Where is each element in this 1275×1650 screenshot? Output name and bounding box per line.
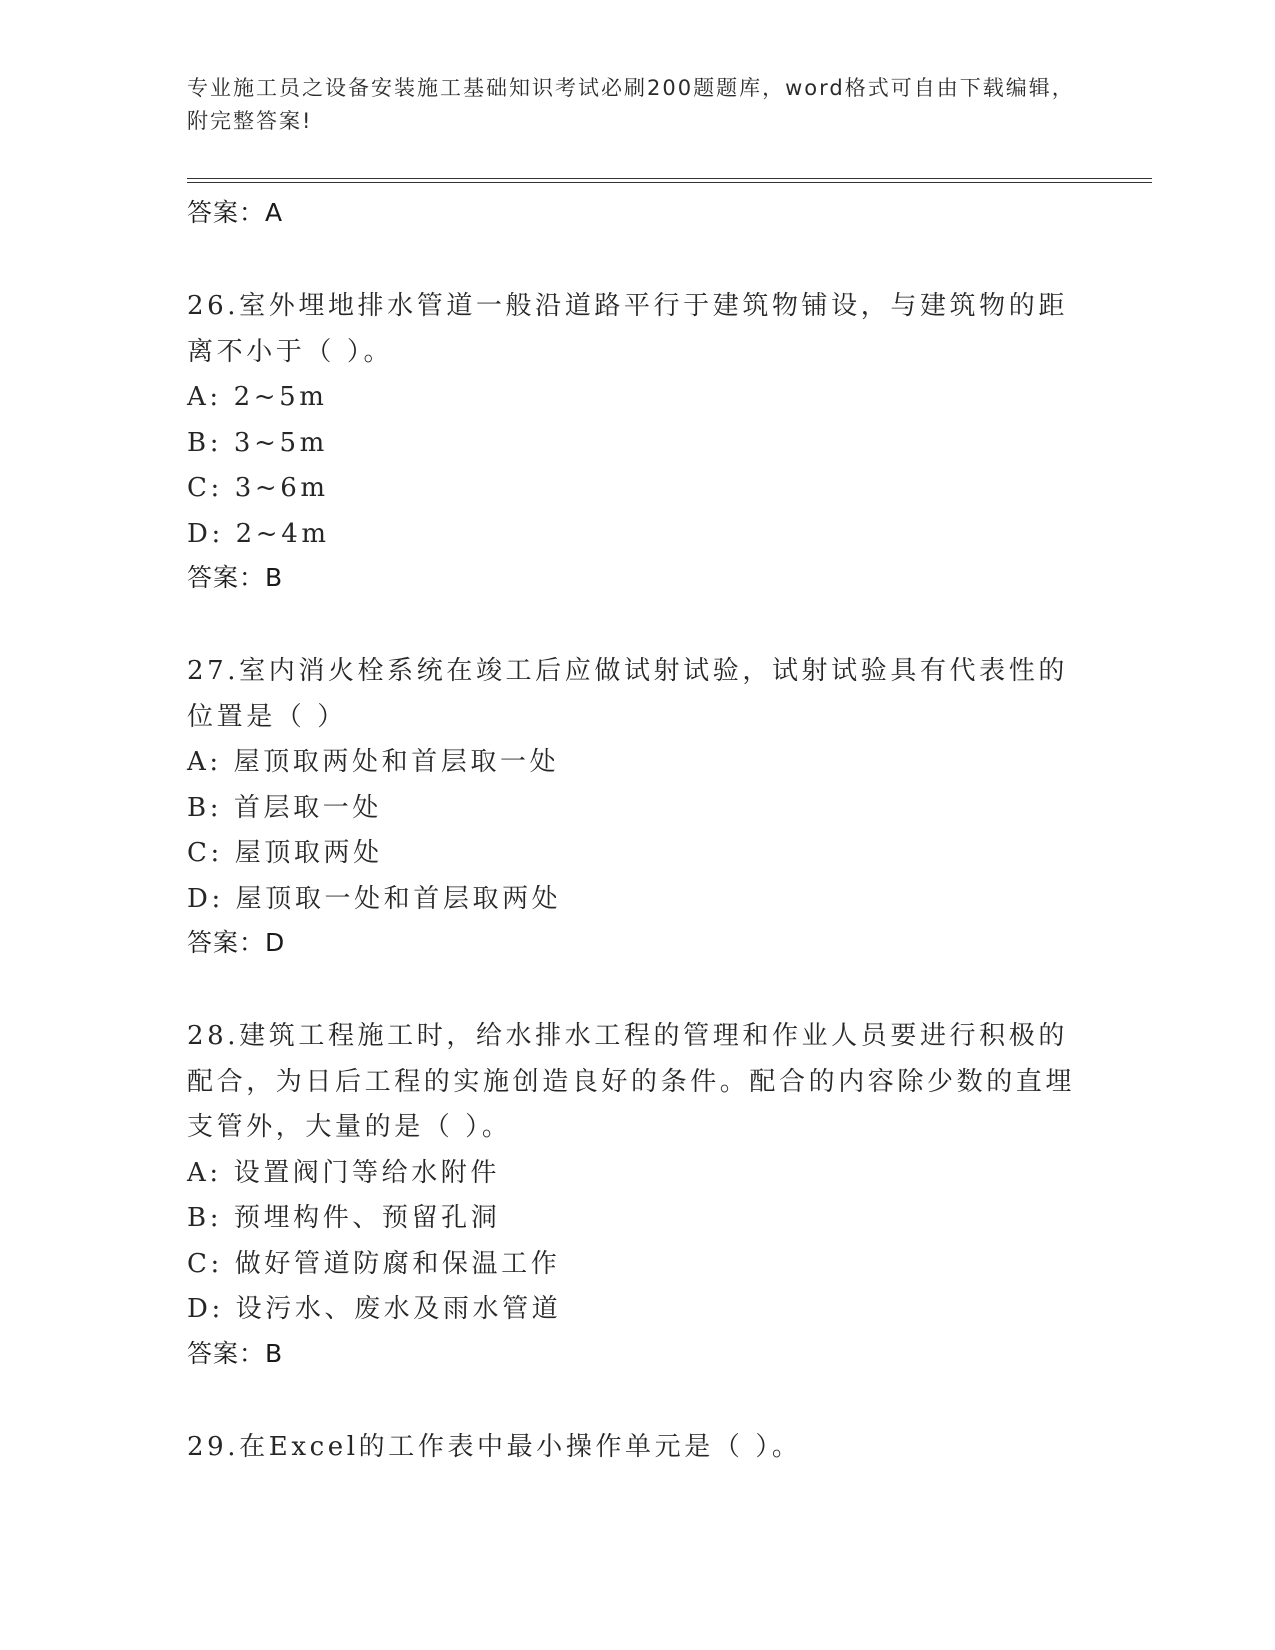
question-28 [187,1014,1087,1375]
option-d: D: 2~4m [187,518,330,549]
answer: 答案：B [187,563,284,592]
header-divider [187,178,1152,183]
question-stem: 26.室外埋地排水管道一般沿道路平行于建筑物铺设，与建筑物的距离不小于（ ）。 [187,291,1068,367]
question-26 [187,284,1087,599]
option-c: C: 做好管道防腐和保温工作 [187,1248,561,1279]
page-header [187,72,1087,138]
question-29 [187,1425,1087,1471]
previous-answer: 答案：A [187,198,284,227]
option-d: D: 设污水、废水及雨水管道 [187,1294,562,1324]
question-list [187,192,1087,1470]
question-stem: 28.建筑工程施工时，给水排水工程的管理和作业人员要进行积极的配合，为日后工程的实施创造良好的条件。配合的内容除少数的直埋支管外，大量的是（ ）。 [187,1021,1076,1142]
option-a: A: 2~5m [187,382,328,412]
option-b: B: 3~5m [187,427,328,458]
option-c: C: 屋顶取两处 [187,838,383,868]
question-27 [187,649,1087,964]
document-title: 专业施工员之设备安装施工基础知识考试必刷200题题库，word格式可自由下载编辑，附完整答案! [187,76,1075,133]
option-a: A: 屋顶取两处和首层取一处 [187,747,560,777]
option-a: A: 设置阀门等给水附件 [187,1157,501,1188]
option-c: C: 3~6m [187,473,329,503]
question-stem: 27.室内消火栓系统在竣工后应做试射试验，试射试验具有代表性的位置是（ ） [187,656,1068,732]
option-b: B: 首层取一处 [187,792,382,823]
option-d: D: 屋顶取一处和首层取两处 [187,883,562,914]
answer: 答案：B [187,1338,284,1368]
question-stem: 29.在Excel的工作表中最小操作单元是（ ）。 [187,1431,802,1462]
option-b: B: 预埋构件、预留孔洞 [187,1203,501,1233]
answer: 答案：D [187,928,286,957]
